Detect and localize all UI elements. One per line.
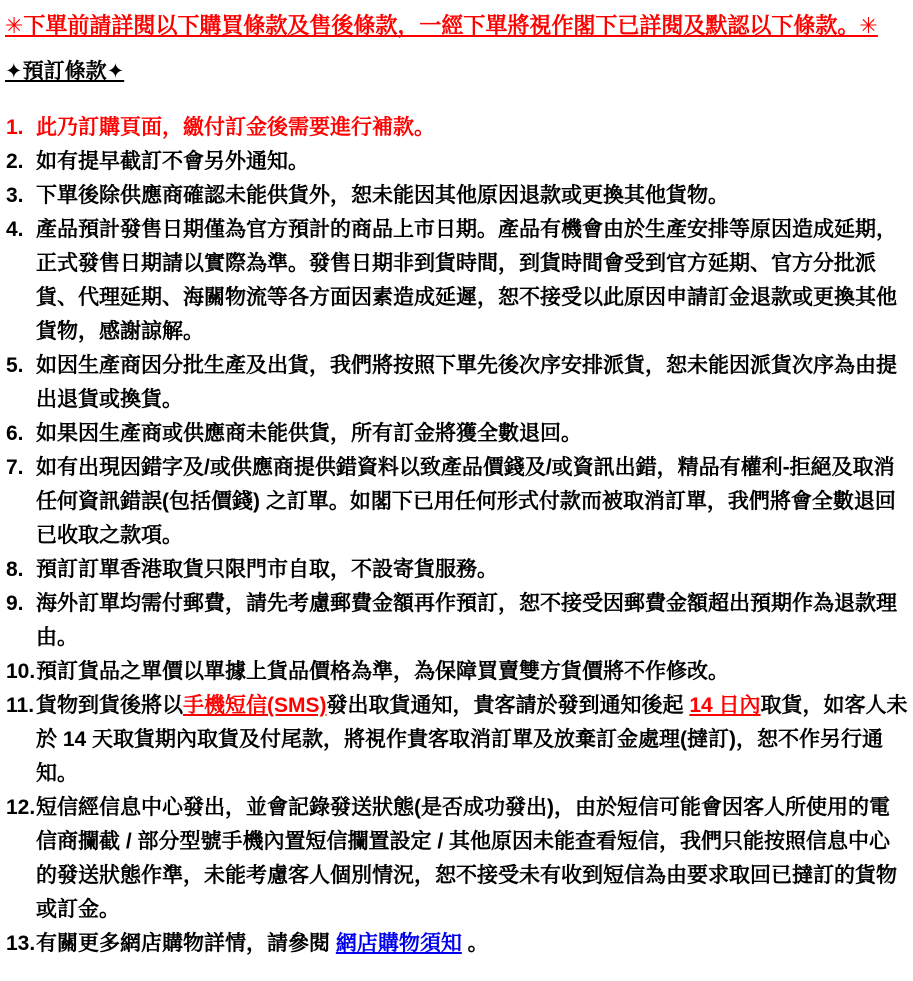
- term-segment: 有關更多網店購物詳情，請參閱: [36, 932, 336, 955]
- term-item-7: [5, 451, 908, 553]
- terms-list: [5, 111, 908, 961]
- term-text: [36, 218, 897, 343]
- term-item-6: [5, 417, 908, 451]
- term-segment: 海外訂單均需付郵費，請先考慮郵費金額再作預訂，恕不接受因郵費金額超出預期作為退款理由。: [36, 592, 897, 649]
- term-text: [36, 422, 582, 445]
- term-text: [36, 932, 489, 955]
- term-segment: 產品預計發售日期僅為官方預計的商品上市日期。產品有機會由於生產安排等原因造成延期，正式發售日期請以實際為準。發售日期非到貨時間，到貨時間會受到官方延期、官方分批派貨、代理延期、海關物流等各方面因素造成延遲，恕不接受以此原因申請訂金退款或更換其他貨物，感謝諒解。: [36, 218, 897, 343]
- term-number: 13.: [6, 932, 36, 955]
- term-text: [36, 660, 729, 683]
- term-text: [36, 694, 908, 785]
- term-segment: 貨物到貨後將以: [36, 694, 183, 717]
- term-number: 6.: [6, 422, 24, 445]
- term-segment: 取貨，如客人未於 14 天取貨期內取貨及付尾款，將視作貴客取消訂單及放棄訂金處理(撻訂)，恕不作另行通知。: [36, 694, 908, 785]
- term-item-3: [5, 179, 908, 213]
- term-number: 1.: [6, 116, 24, 139]
- highlighted-text: 手機短信(SMS): [183, 694, 327, 717]
- term-item-10: [5, 655, 908, 689]
- term-text: [36, 150, 309, 173]
- term-item-13: [5, 927, 908, 961]
- term-item-4: [5, 213, 908, 349]
- term-item-5: [5, 349, 908, 417]
- term-item-1: [5, 111, 908, 145]
- term-number: 12.: [6, 796, 36, 819]
- term-segment: 如果因生產商或供應商未能供貨，所有訂金將獲全數退回。: [36, 422, 582, 445]
- term-number: 11.: [6, 694, 35, 717]
- term-text: [36, 184, 729, 207]
- term-segment: 發出取貨通知，貴客請於發到通知後起: [326, 694, 690, 717]
- purchase-terms-warning: ✳下單前請詳閱以下購買條款及售後條款，一經下單將視作閣下已詳閱及默認以下條款。✳: [5, 13, 878, 38]
- term-item-8: [5, 553, 908, 587]
- term-text: [36, 558, 498, 581]
- term-text: [36, 592, 897, 649]
- term-segment: 短信經信息中心發出，並會記錄發送狀態(是否成功發出)，由於短信可能會因客人所使用的電信商攔截 / 部分型號手機內置短信攔置設定 / 其他原因未能查看短信，我們只能按照信息中心的發送狀態作準，未能考慮客人個別情況，恕不接受未有收到短信為由要求取回已撻訂的貨物或訂金。: [36, 796, 897, 921]
- term-segment: 下單後除供應商確認未能供貨外，恕未能因其他原因退款或更換其他貨物。: [36, 184, 729, 207]
- term-segment: 如有出現因錯字及/或供應商提供錯資料以致產品價錢及/或資訊出錯，精品有權利-拒絕及取消任何資訊錯誤(包括價錢) 之訂單。如閣下已用任何形式付款而被取消訂單，我們將會全數退回已收取之款項。: [36, 456, 896, 547]
- term-number: 10.: [6, 660, 36, 683]
- term-segment: 預訂訂單香港取貨只限門市自取，不設寄貨服務。: [36, 558, 498, 581]
- term-segment: 如有提早截訂不會另外通知。: [36, 150, 309, 173]
- term-item-11: [5, 689, 908, 791]
- term-segment: 如因生產商因分批生產及出貨，我們將按照下單先後次序安排派貨，恕未能因派貨次序為由提出退貨或換貨。: [36, 354, 897, 411]
- term-segment: 預訂貨品之單價以單據上貨品價格為準，為保障買賣雙方貨價將不作修改。: [36, 660, 729, 683]
- term-number: 9.: [6, 592, 24, 615]
- term-text: [36, 456, 896, 547]
- term-number: 8.: [6, 558, 24, 581]
- term-number: 5.: [6, 354, 24, 377]
- term-item-9: [5, 587, 908, 655]
- term-text: [36, 796, 897, 921]
- term-number: 7.: [6, 456, 24, 479]
- term-number: 3.: [6, 184, 24, 207]
- term-segment: 。: [461, 932, 489, 955]
- term-number: 2.: [6, 150, 24, 173]
- term-item-2: [5, 145, 908, 179]
- highlighted-text: 14 日內: [689, 694, 761, 717]
- term-number: 4.: [6, 218, 24, 241]
- term-text: [36, 354, 897, 411]
- store-shopping-guide-link[interactable]: 網店購物須知: [335, 932, 462, 955]
- term-segment: 此乃訂購頁面，繳付訂金後需要進行補款。: [36, 116, 435, 139]
- section-title-preorder-terms: ✦預訂條款✦: [5, 60, 125, 83]
- term-item-12: [5, 791, 908, 927]
- term-text: [36, 116, 435, 139]
